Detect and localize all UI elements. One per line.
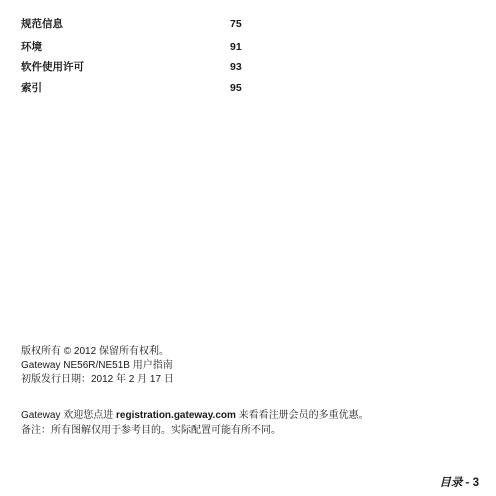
registration-prefix: Gateway 欢迎您点进 <box>21 410 117 421</box>
copyright-block <box>21 345 174 387</box>
toc-entry[interactable] <box>21 81 251 95</box>
toc-entry-label: 规范信息 <box>21 18 63 30</box>
toc-entry-page: 95 <box>230 82 242 94</box>
toc-entry[interactable] <box>21 40 251 54</box>
footer-section-label: 目录 - <box>439 477 470 489</box>
toc-entry-page: 75 <box>230 18 242 30</box>
toc-entry-page: 93 <box>230 61 242 73</box>
toc-entry[interactable] <box>21 60 251 74</box>
toc-entry-label: 索引 <box>21 82 42 94</box>
registration-suffix: 来看看注册会员的多重优惠。 <box>235 410 369 421</box>
disclaimer-note: 备注：所有图解仅用于参考目的。实际配置可能有所不同。 <box>21 425 281 436</box>
page-footer <box>439 476 479 490</box>
registration-link[interactable]: registration.gateway.com <box>116 410 236 421</box>
release-date: 初版发行日期：2012 年 2 月 17 日 <box>21 374 174 385</box>
copyright-notice: 版权所有 © 2012 保留所有权利。 <box>21 346 169 357</box>
notes-block <box>21 408 369 438</box>
toc-entry-label: 软件使用许可 <box>21 61 84 73</box>
toc-entry-label: 环境 <box>21 41 42 53</box>
toc-entry[interactable] <box>21 17 251 31</box>
page-number: 3 <box>472 477 479 489</box>
toc-entry-page: 91 <box>230 41 242 53</box>
registration-note <box>21 408 369 423</box>
guide-title: Gateway NE56R/NE51B 用户指南 <box>21 360 173 371</box>
